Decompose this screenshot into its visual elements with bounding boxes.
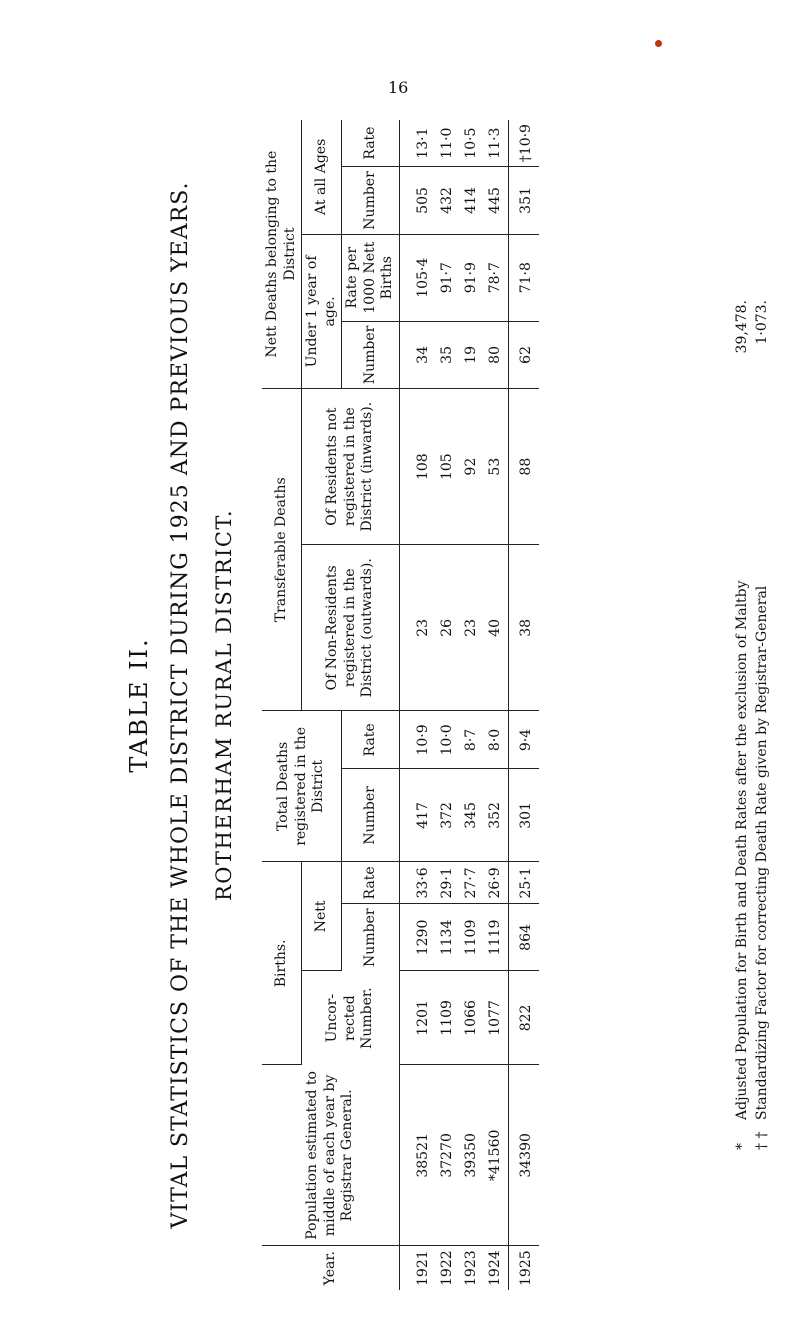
cell-population: 38521 xyxy=(399,1065,436,1246)
footnote-value: 39,478. xyxy=(734,300,750,354)
cell-non-res: 23 xyxy=(460,545,484,711)
table-row xyxy=(460,120,484,1290)
vital-statistics-table xyxy=(262,120,539,1290)
sub-u1-rate: Rate per 1000 Nett Births xyxy=(342,234,400,321)
footnotes xyxy=(732,300,773,1150)
cell-all-rate: 11·3 xyxy=(484,120,509,167)
cell-births-nett: 1290 xyxy=(399,904,436,971)
table-label: TABLE II. xyxy=(125,637,153,773)
cell-all-rate: 13·1 xyxy=(399,120,436,167)
cell-total-rate: 9·4 xyxy=(508,711,539,769)
cell-all-number: 445 xyxy=(484,167,509,234)
cell-res: 105 xyxy=(436,389,460,545)
cell-all-rate: 11·0 xyxy=(436,120,460,167)
cell-res: 88 xyxy=(508,389,539,545)
cell-births-nett: 1134 xyxy=(436,904,460,971)
footnote-marker: † † xyxy=(754,1131,771,1150)
cell-u1-number: 19 xyxy=(460,321,484,388)
col-births: Births. xyxy=(262,862,302,1065)
col-nett-deaths: Nett Deaths belonging to the District xyxy=(262,120,302,389)
sub-births-rate: Rate xyxy=(342,862,400,904)
cell-total-rate: 8·7 xyxy=(460,711,484,769)
cell-population: 34390 xyxy=(508,1065,539,1246)
district-name: ROTHERHAM RURAL DISTRICT. xyxy=(212,508,236,902)
cell-all-rate: 10·5 xyxy=(460,120,484,167)
col-under-1: Under 1 year of age. xyxy=(302,234,342,388)
cell-u1-number: 62 xyxy=(508,321,539,388)
table-row-1925 xyxy=(508,120,539,1290)
cell-birth-rate: 26·9 xyxy=(484,862,509,904)
cell-total-rate: 10·0 xyxy=(436,711,460,769)
cell-non-res: 23 xyxy=(399,545,436,711)
cell-total-deaths: 345 xyxy=(460,769,484,862)
footnote-text: Standardizing Factor for correcting Death Rate given by Registrar-General xyxy=(754,585,771,1120)
footnote xyxy=(752,300,772,1150)
table-row xyxy=(436,120,460,1290)
cell-res: 92 xyxy=(460,389,484,545)
cell-all-number: 414 xyxy=(460,167,484,234)
cell-res: 53 xyxy=(484,389,509,545)
col-non-residents: Of Non-Residents registered in the District (outwards). xyxy=(302,545,400,711)
col-transferable: Transferable Deaths xyxy=(262,389,302,711)
cell-uncorrected: 1066 xyxy=(460,971,484,1065)
cell-uncorrected: 1077 xyxy=(484,971,509,1065)
footnote-value: 1·073. xyxy=(754,300,771,345)
rotated-table-sheet xyxy=(120,120,792,1290)
col-births-nett: Nett xyxy=(302,862,342,971)
cell-u1-number: 35 xyxy=(436,321,460,388)
cell-population: 37270 xyxy=(436,1065,460,1246)
cell-uncorrected: 1201 xyxy=(399,971,436,1065)
sub-deaths-number: Number xyxy=(342,769,400,862)
sub-all-rate: Rate xyxy=(342,120,400,167)
cell-total-deaths: 352 xyxy=(484,769,509,862)
col-residents: Of Residents not registered in the District (inwards). xyxy=(302,389,400,545)
col-year: Year. xyxy=(262,1246,399,1290)
cell-total-rate: 10·9 xyxy=(399,711,436,769)
cell-birth-rate: 29·1 xyxy=(436,862,460,904)
cell-total-deaths: 301 xyxy=(508,769,539,862)
cell-u1-rate: 105·4 xyxy=(399,234,436,321)
cell-birth-rate: 33·6 xyxy=(399,862,436,904)
table-title: VITAL STATISTICS OF THE WHOLE DISTRICT DURING 1925 AND PREVIOUS YEARS. xyxy=(168,181,193,1229)
cell-population: *41560 xyxy=(484,1065,509,1246)
cell-births-nett: 1119 xyxy=(484,904,509,971)
cell-u1-rate: 78·7 xyxy=(484,234,509,321)
cell-u1-rate: 91·9 xyxy=(460,234,484,321)
cell-all-number: 351 xyxy=(508,167,539,234)
cell-all-number: 432 xyxy=(436,167,460,234)
cell-year: 1923 xyxy=(462,1250,479,1286)
sub-births-number: Number xyxy=(342,904,400,971)
col-all-ages: At all Ages xyxy=(302,120,342,234)
cell-uncorrected: 822 xyxy=(508,971,539,1065)
cell-res: 108 xyxy=(399,389,436,545)
cell-all-number: 505 xyxy=(399,167,436,234)
page-number: 16 xyxy=(388,78,409,97)
col-total-deaths: Total Deaths registered in the District xyxy=(262,711,342,862)
cell-u1-number: 34 xyxy=(399,321,436,388)
table-row xyxy=(399,120,436,1290)
cell-year: 1924 xyxy=(486,1250,503,1286)
cell-u1-number: 80 xyxy=(484,321,509,388)
cell-all-rate: †10·9 xyxy=(508,120,539,167)
table-row xyxy=(484,120,509,1290)
footnote-marker: * xyxy=(734,1143,750,1150)
cell-total-deaths: 372 xyxy=(436,769,460,862)
cell-year: 1925 xyxy=(508,1246,539,1290)
cell-total-deaths: 417 xyxy=(399,769,436,862)
cell-non-res: 26 xyxy=(436,545,460,711)
sub-u1-number: Number xyxy=(342,321,400,388)
cell-non-res: 38 xyxy=(508,545,539,711)
cell-birth-rate: 25·1 xyxy=(508,862,539,904)
cell-births-nett: 864 xyxy=(508,904,539,971)
cell-births-nett: 1109 xyxy=(460,904,484,971)
cell-total-rate: 8·0 xyxy=(484,711,509,769)
cell-birth-rate: 27·7 xyxy=(460,862,484,904)
footnote xyxy=(732,300,752,1150)
cell-non-res: 40 xyxy=(484,545,509,711)
cell-u1-rate: 91·7 xyxy=(436,234,460,321)
col-population: Population estimated to middle of each year by Registrar General. xyxy=(262,1065,399,1246)
cell-u1-rate: 71·8 xyxy=(508,234,539,321)
col-uncorrected: Uncor-rected Number. xyxy=(302,971,400,1065)
cell-population: 39350 xyxy=(460,1065,484,1246)
cell-year: 1921 xyxy=(414,1250,431,1286)
sub-deaths-rate: Rate xyxy=(342,711,400,769)
sub-all-number: Number xyxy=(342,167,400,234)
cell-year: 1922 xyxy=(438,1250,455,1286)
footnote-text: Adjusted Population for Birth and Death Rates after the exclusion of Maltby xyxy=(734,580,750,1120)
ink-dot xyxy=(655,40,662,47)
cell-uncorrected: 1109 xyxy=(436,971,460,1065)
